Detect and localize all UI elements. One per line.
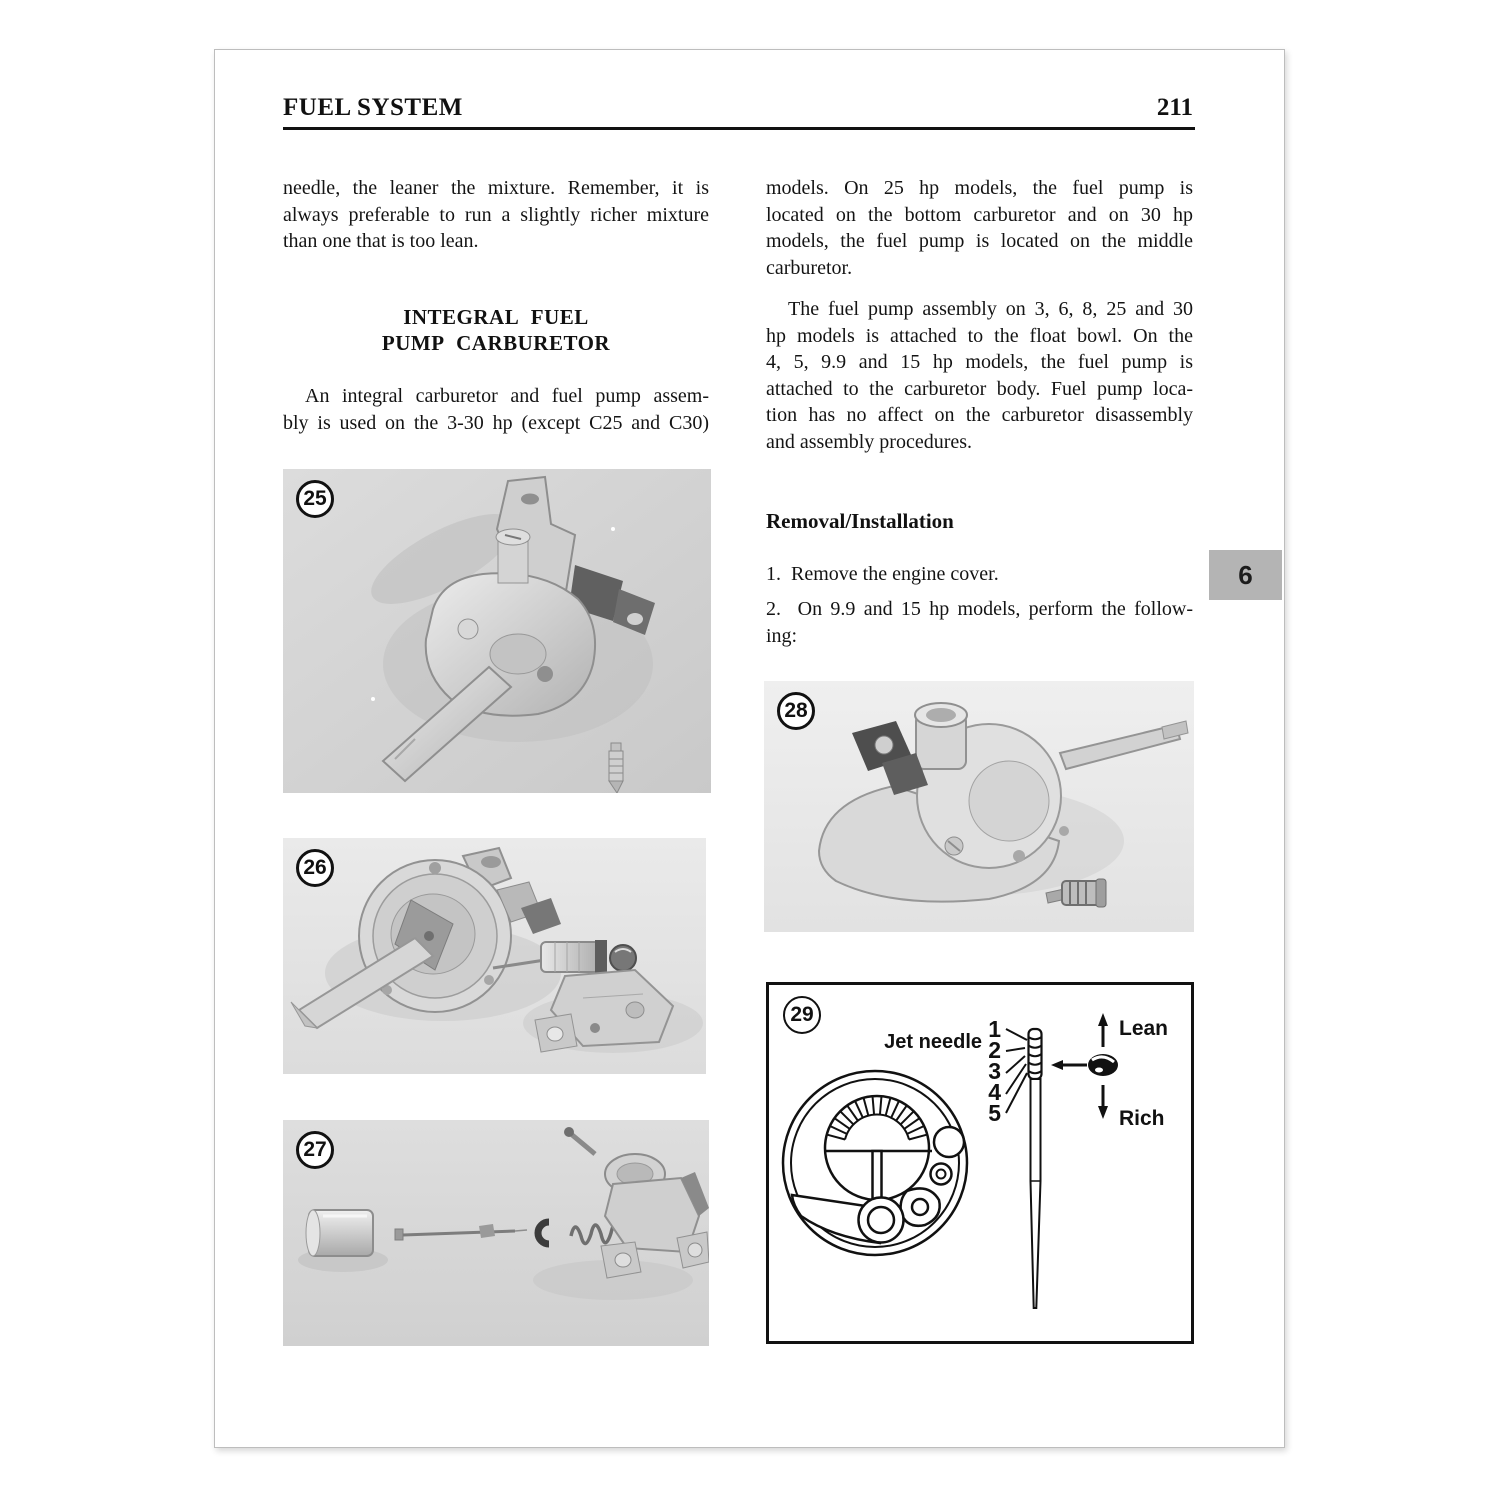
text-line: ing:	[766, 624, 798, 647]
left-paragraph-1	[283, 175, 709, 255]
text-line: 1. Remove the engine cover.	[766, 563, 999, 585]
figure-29-number: 29	[790, 1003, 814, 1026]
section-heading-line2: PUMP CARBURETOR	[381, 331, 611, 355]
groove-label-1: 1	[988, 1016, 1001, 1042]
step-2	[766, 596, 1193, 649]
carburetor-flange-and-pump-illustration	[283, 838, 706, 1074]
text-line: always preferable to run a slightly richer mixture	[283, 203, 709, 226]
groove-label-2: 2	[988, 1037, 1001, 1063]
figure-29-diagram	[766, 982, 1194, 1344]
figure-29-badge	[783, 996, 821, 1034]
clip-arrow	[1051, 1060, 1063, 1070]
right-paragraph-2	[766, 296, 1193, 455]
figure-27-number: 27	[303, 1138, 327, 1161]
carburetor-body-and-screw-illustration	[764, 681, 1194, 932]
figure-26-photo	[283, 838, 706, 1074]
text-line: 2. On 9.9 and 15 hp models, perform the follow-	[766, 598, 1193, 620]
figure-25-number: 25	[303, 487, 327, 510]
chapter-tab	[1209, 550, 1282, 600]
text-line: hp models is attached to the float bowl. On the	[766, 324, 1193, 347]
figure-28-badge	[777, 692, 815, 730]
text-line: An integral carburetor and fuel pump assem-	[305, 385, 709, 407]
figure-27-photo	[283, 1120, 709, 1346]
rich-label: Rich	[1119, 1107, 1165, 1130]
step-1	[766, 561, 1193, 588]
lean-arrow-icon	[1098, 1013, 1108, 1026]
text-line: tion has no affect on the carburetor disassembly	[766, 404, 1193, 426]
right-paragraph-1	[766, 175, 1193, 281]
groove-label-4: 4	[988, 1079, 1001, 1105]
text-line: and assembly procedures.	[766, 430, 973, 453]
figure-26-badge	[296, 849, 334, 887]
figure-28-photo	[764, 681, 1194, 932]
needle-spring-clip-parts-illustration	[283, 1120, 709, 1346]
text-line: needle, the leaner the mixture. Remember, it is	[283, 177, 709, 199]
left-paragraph-2	[283, 383, 709, 436]
jet-needle-label: Jet needle	[884, 1031, 982, 1053]
text-line: models, the fuel pump is located on the middle	[766, 230, 1193, 252]
figure-25-photo	[283, 469, 711, 793]
rich-arrow-icon	[1098, 1106, 1108, 1119]
figure-28-number: 28	[784, 699, 808, 722]
jet-needle-diagram	[769, 985, 1191, 1341]
text-line: models. On 25 hp models, the fuel pump is	[766, 177, 1193, 199]
page-title: FUEL SYSTEM	[283, 94, 463, 121]
text-line: than one that is too lean.	[283, 230, 479, 252]
text-line: carburetor.	[766, 256, 853, 279]
chapter-tab-number: 6	[1238, 559, 1253, 590]
text-line: The fuel pump assembly on 3, 6, 8, 25 and 30	[788, 298, 1193, 320]
lean-label: Lean	[1119, 1017, 1169, 1040]
figure-26-number: 26	[303, 856, 327, 879]
manual-page	[214, 49, 1285, 1448]
text-line: attached to the carburetor body. Fuel pump loca-	[766, 377, 1193, 400]
section-heading	[283, 304, 709, 356]
figure-27-badge	[296, 1131, 334, 1169]
text-line: bly is used on the 3-30 hp (except C25 and C30)	[283, 411, 709, 434]
section-heading-line1: INTEGRAL FUEL	[403, 305, 589, 329]
leader-lines	[1006, 1029, 1027, 1113]
text-line: 4, 5, 9.9 and 15 hp models, the fuel pump is	[766, 351, 1193, 373]
figure-25-badge	[296, 480, 334, 518]
text-line: located on the bottom carburetor and on 30 hp	[766, 203, 1193, 226]
groove-label-3: 3	[988, 1058, 1001, 1084]
carburetor-fuel-pump-assembly-illustration	[283, 469, 711, 793]
page-number: 211	[1156, 94, 1193, 121]
groove-label-5: 5	[988, 1100, 1001, 1126]
subheading-removal-installation: Removal/Installation	[766, 509, 954, 533]
header-rule	[283, 127, 1195, 130]
